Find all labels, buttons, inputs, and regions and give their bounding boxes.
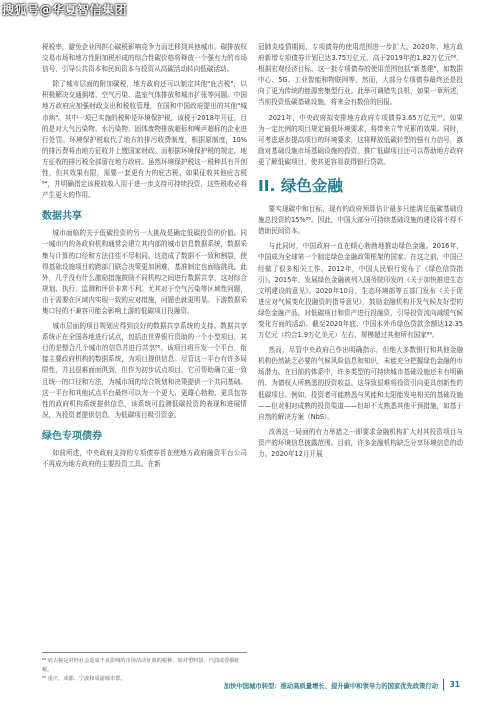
right-column xyxy=(258,42,463,460)
paragraph: 要实现碳中和目标，现有的政府预算估计最多只能满足低碳基础设施总投资的15%⁸⁸。因此，中国大部分可持续基础设施的建设将不得不借助民间资本。 xyxy=(258,205,463,236)
page-footer xyxy=(0,677,500,707)
chapter-heading-green-finance: II. 绿色金融 xyxy=(258,177,343,196)
paragraph: 然而，尽管中央政府已作出明确指示，但绝大多数银行和其他金融机构仍然缺乏必要的气候风险信息和知识，未能充分把握绿色金融的市场潜力。在目前的体系中，许多类型的可持续城市基础设施还未有明确的、为债权人所熟悉的投资收益。这导致很难将投资引向更具创新性的低碳项目。例如，投资者可能熟悉与风能和太阳能发电相关的基础设施——但对相对成熟的投资渠道——但却不太熟悉其他干预措施，如基于自然的解决方案（NbS）。 xyxy=(258,346,463,421)
paragraph: 2021年，中央政府拟安排地方政府专项债券3.65万亿元⁸⁷。如果为一定比例的项目规定最低环境要求，将带来立竿见影的效果。同时，可考虑逐步提高项目的环境要求，这将释放低碳转型的强有力信号，激励对基础设施市场基础设施的投资。推广低碳项目还可以帮助地方政府更了解低碳项目，使其更容易获得银行贷款。 xyxy=(258,113,463,166)
paragraph: 如前所述，中央政府支持的专项债券旨在使地方政府融资平台公司不再成为地方政府的主要投资工具。在新 xyxy=(42,448,247,468)
page-number: 31 xyxy=(449,680,460,689)
section-heading-green-bonds: 绿色专项债券 xyxy=(42,430,102,442)
paragraph: 税税率，避免企业因担心碳税影响竞争力而迁移到其他城市。碳排放权交易市场和地方性附加税形成的综合性碳价格将释放一个强有力的市场信号，引导公共资本和民间资本与投资从高碳活动转向低碳活动。 xyxy=(42,43,247,74)
section-heading-data-sharing: 数据共享 xyxy=(42,211,82,223)
footnote: ⁸⁴ 庇古税是对经社会造成不良影响的市场活动征收的税种，如对塑料袋、汽油或香烟征税。 xyxy=(42,658,240,673)
paragraph: 城市层面的项目规划应得到良好的数据共享系统的支持。数据共享系统正在全国各地进行试点，包括由世界银行资助的一个小型项目，其目的是整合几个城市的信息并进行共享⁸⁵。该项目将开发一个平台，衔接主要政府机构的数据系统，为项目提供信息。尽管这一平台有许多局限性，并且很难面面俱到，但作为初步试点项目，它可帮助确立更一致且统一的口径和方法，为城市间的综合规划和决策提供一个共同基础。这一平台和其他试点平台最终可以为一个更大、更雄心勃勃、更具包容性的政府机构系统提供信息，该系统可监测低碳投资的表现和进展情况，为投资者提供信息，为低碳项目吸引资金。 xyxy=(42,322,247,419)
paragraph: 冠肺炎疫情期间，专项债券的使用范围进一步扩大。2020年，地方政府新增专项债券计划已达3.75万亿元，高于2019年的1.82万亿元⁸⁶。根据宏观经济目标，这一批专项债券的使用范围包括"新基建"，如数据中心、5G、工业智能和物联网等。然而，大部分专项债券最终还是投向了更为传统的能源密集型行业。此举可调错失良机，如果一章所述，当前投资低碳基础设施，将来会有数倍的回报。 xyxy=(258,43,463,107)
footer-divider xyxy=(443,679,444,691)
footer-title: 加快中国城市转型：推动高质量增长、提升碳中和领导力的国家优先政策行动 xyxy=(223,683,438,690)
paragraph: 城市面临的关于低碳投资的另一大挑战是确定低碳投资的价值。同一城市内的各政府机构通常会建立其内部的城市信息数据系统，数据采集与计算的口径和方法往往不尽相同。这造成了数据不一致和割裂，使得基础设施项目的跨部门联合决策更加困难，基准制定也面临挑战。此外，几乎没有什么激励措施鼓励不同机构之间进行数据共享，这对综合规划、执行、监测和评价非常不利。尤其对于空气污染等区域性问题，由于需要在区域内实现一致的应对措施，问题也就更明显。下游数据采集口径的不兼容可能会影响上游的低碳项目投融资。 xyxy=(42,229,247,315)
watermark: 搜狐号@华夏智信集团 xyxy=(2,3,128,17)
footnote: ⁸⁵ 重庆、成都、宁波和成渝城市群。 xyxy=(42,676,126,682)
left-column xyxy=(42,42,247,470)
paragraph: 除了城市层面的附加碳税，地方政府还可以制定其他"庇古税"，以积极解决交通拥堵、空气污染、温室气体排放和城市扩张等问题。中国地方政府应加强财政支出和税收管理，在国和中国政府提出的其他"城市病"。其中一项已实施的税种是环境保护税，该税于2018年开征，目的是对大气污染物、水污染物、固体废物排放超标和噪声超标的企业进行处罚。环境保护税取代了地方的排污收费制度，根据原制度，10%的排污费将由地方征收并上缴国家财政。而根据环境保护税的规定，地方征收的排污税全部留在地方政府。虽然环境保护税这一税种具有开创性，但其效果有限，需要一套更有力的庇古税。如果征收其他庇古税⁸⁴，并明确指定该税收收入用于进一步支持可持续投资，这些税收必将产生更大的作用。 xyxy=(42,80,247,200)
paragraph: 与此同时，中国政府一直在倾心勃勃地推动绿色金融。2016年，中国成为全球第一个制定绿色金融政策框架的国家。在这之前，中国已经做了很多相关工作。2012年，中国人民银行发布了《绿色信贷指引》。2015年，发展绿色金融被列入国务院印发的《关于加快推进生态文明建设的意见》。2020年10月，生态环境部等五部门发布《关于促进应对气候变化投融资的指导意见》，鼓励金融机构开发气候友好型的绿色金融产品，对低碳项目和资产进行投融资，引导投资流向减缓气候变化方面的活动。截至2020年底，中国本外币绿色贷款余额达12.35万亿元（约合1.9万亿美元）左右，规模超过其他所有国家⁸⁹。 xyxy=(258,242,463,340)
paragraph: 改善这一局面的有力举措之一即要求金融机构扩大对其投资项目与资产的环境信息披露范围。目前，许多金融机构缺乏分享环境信息的动力。2020年12月开展 xyxy=(258,427,463,458)
